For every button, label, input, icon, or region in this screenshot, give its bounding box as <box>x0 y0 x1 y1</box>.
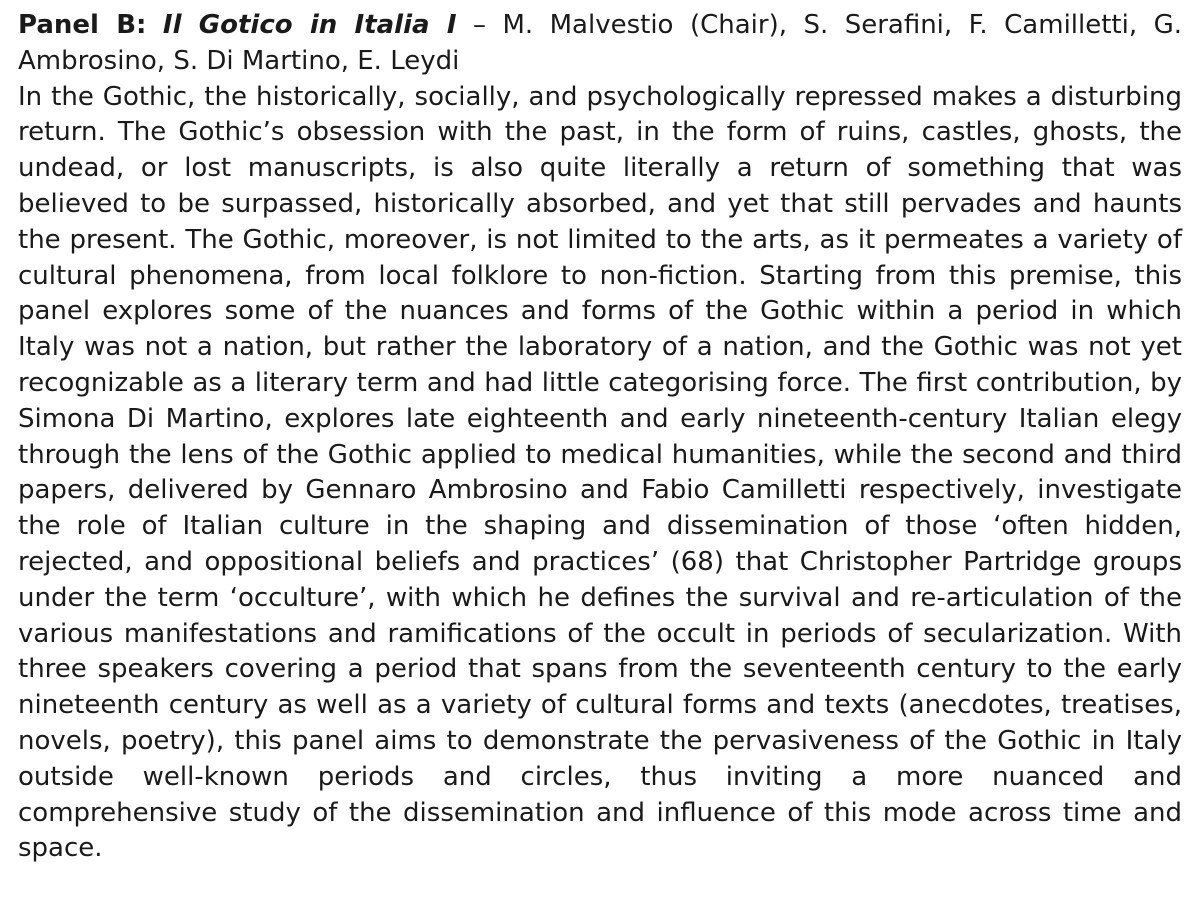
document-page <box>18 8 1182 867</box>
panel-abstract: In the Gothic, the historically, socially, and psychologically repressed makes a disturbing return. The Gothic’s obsession with the past, in the form of ruins, castles, ghosts, the undead, or lost manuscripts, is also quite literally a return of something that was believed to be surpassed, historically absorbed, and yet that still pervades and haunts the present. The Gothic, moreover, is not limited to the arts, as it permeates a variety of cultural phenomena, from local folklore to non-fiction. Starting from this premise, this panel explores some of the nuances and forms of the Gothic within a period in which Italy was not a nation, but rather the laboratory of a nation, and the Gothic was not yet recognizable as a literary term and had little categorising force. The first contribution, by Simona Di Martino, explores late eighteenth and early nineteenth-century Italian elegy through the lens of the Gothic applied to medical humanities, while the second and third papers, delivered by Gennaro Ambrosino and Fabio Camilletti respectively, investigate the role of Italian culture in the shaping and dissemination of those ‘often hidden, rejected, and oppositional beliefs and practices’ (68) that Christopher Partridge groups under the term ‘occulture’, with which he defines the survival and re-articulation of the various manifestations and ramifications of the occult in periods of secularization. With three speakers covering a period that spans from the seventeenth century to the early nineteenth century as well as a variety of cultural forms and texts (anecdotes, treatises, novels, poetry), this panel aims to demonstrate the pervasiveness of the Gothic in Italy outside well-known periods and circles, thus inviting a more nuanced and comprehensive study of the dissemination and influence of this mode across time and space. <box>18 81 1182 864</box>
panel-label: Panel B: <box>18 10 147 40</box>
panel-title: Il Gotico in Italia I <box>162 10 457 40</box>
panel-heading <box>18 8 1182 80</box>
heading-dash: – <box>456 10 503 40</box>
panel-participants: M. Malvestio (Chair), S. Serafini, F. Camilletti, G. Ambrosino, S. Di Martino, E. Leydi <box>18 10 1182 76</box>
